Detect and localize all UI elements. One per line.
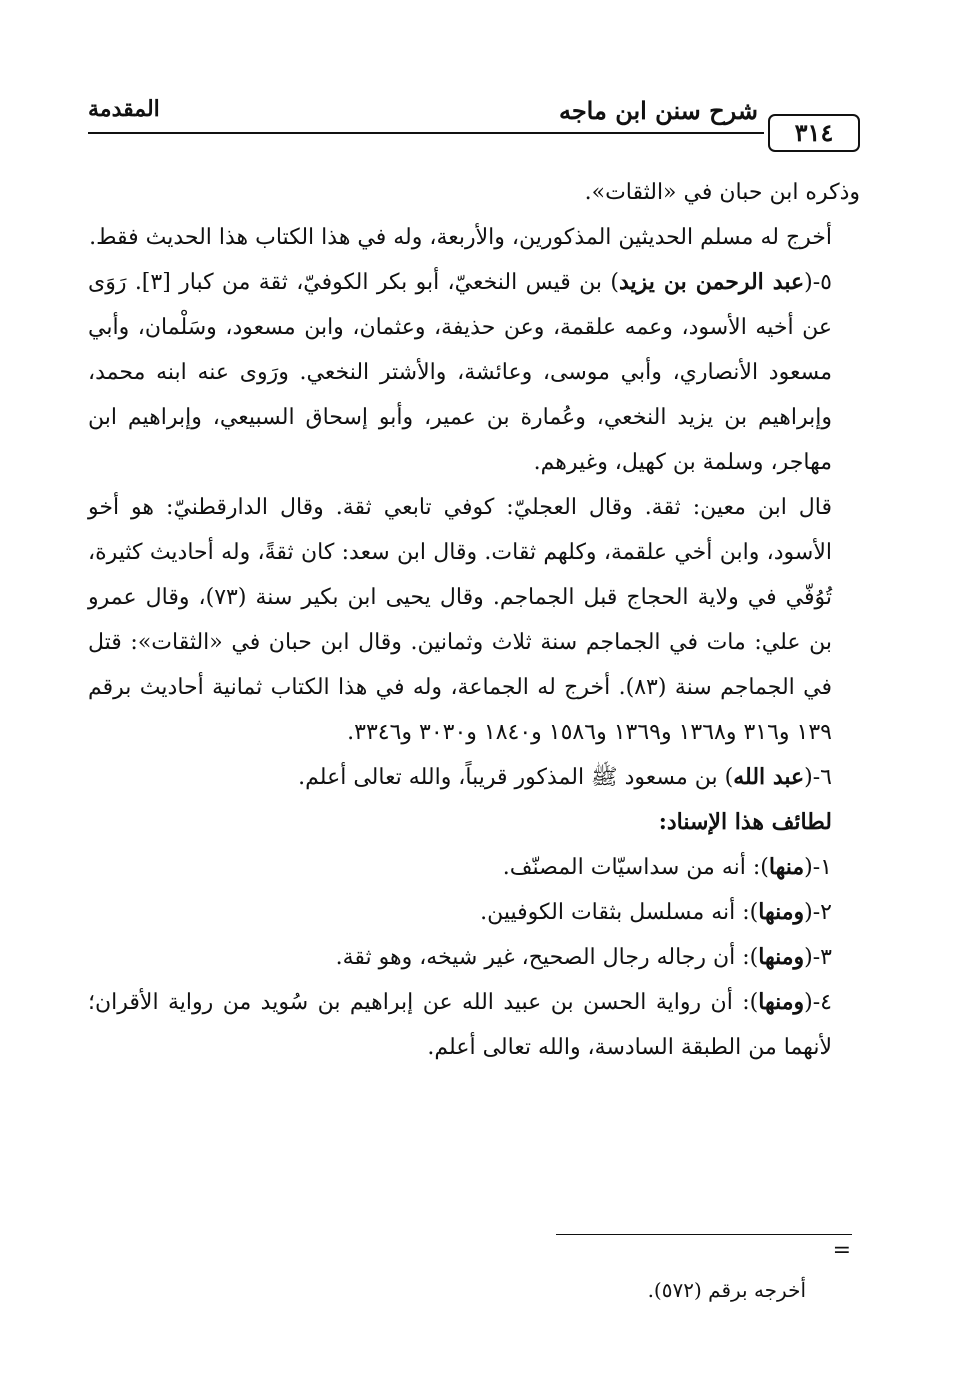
list-item-4-prefix: ٤-( <box>804 990 832 1015</box>
footnote-rule <box>556 1234 852 1235</box>
book-title: شرح سنن ابن ماجه <box>558 96 758 125</box>
paragraph-3 <box>88 260 860 485</box>
list-item-1 <box>88 845 860 890</box>
body-text <box>88 170 860 1070</box>
list-item-4-text: ): أن رواية الحسن بن عبيد الله عن إبراهيم بن سُويد من رواية الأقران؛ لأنهما من الطبقة السادسة، والله تعالى أعلم. <box>88 990 832 1060</box>
list-item-2-keyword: ومنها <box>758 899 805 925</box>
paragraph-3-prefix: ٥-( <box>804 270 832 295</box>
section-title: المقدمة <box>88 96 160 122</box>
paragraph-1: وذكره ابن حبان في «الثقات». <box>584 180 860 205</box>
list-item-1-keyword: منها <box>768 854 805 880</box>
page-number: ٣١٤ <box>768 114 860 152</box>
list-item-3 <box>88 935 860 980</box>
list-item-2 <box>88 890 860 935</box>
list-item-2-text: ): أنه مسلسل بثقات الكوفيين. <box>480 900 759 925</box>
list-item-2-prefix: ٢-( <box>804 900 832 925</box>
header-rule <box>88 132 764 134</box>
paragraph-5-text: ) بن مسعود ﷺ المذكور قريباً، والله تعالى أعلم. <box>298 765 734 790</box>
page-header <box>88 92 860 150</box>
narrator-name-2: عبد الله <box>733 764 805 790</box>
narrator-name: عبد الرحمن بن يزيد <box>618 269 805 295</box>
footnote: أخرجه برقم (٥٧٢). <box>647 1278 806 1302</box>
paragraph-4: قال ابن معين: ثقة. وقال العجليّ: كوفي تابعي ثقة. وقال الدارقطنيّ: هو أخو الأسود، وابن أخي علقمة، وكلهم ثقات. وقال ابن سعد: كان ثقةً، وله أحاديث كثيرة، تُوُفّي في ولاية الحجاج قبل الجماجم. وقال يحيى ابن بكير سنة (٧٣)، وقال عمرو بن علي: مات في الجماجم سنة ثلاث وثمانين. وقال ابن حبان في «الثقات»: قتل في الجماجم سنة (٨٣). أخرج له الجماعة، وله في هذا الكتاب ثمانية أحاديث برقم ١٣٩ و٣١٦ و١٣٦٨ و١٣٦٩ و١٥٨٦ و١٨٤٠ و٣٠٣٠ و٣٣٤٦. <box>88 495 832 745</box>
list-item-3-text: ): أن رجاله رجال الصحيح، غير شيخه، وهو ثقة. <box>335 945 759 970</box>
footnote-continuation-mark: = <box>832 1238 851 1263</box>
list-item-1-prefix: ١-( <box>804 855 832 880</box>
list-item-3-keyword: ومنها <box>758 944 805 970</box>
list-item-4-keyword: ومنها <box>758 989 805 1015</box>
paragraph-2: أخرج له مسلم الحديثين المذكورين، والأربعة، وله في هذا الكتاب هذا الحديث فقط. <box>89 225 832 250</box>
list-item-1-text: ): أنه من سداسيّات المصنّف. <box>502 855 769 880</box>
subheading: لطائف هذا الإسناد: <box>658 809 832 835</box>
paragraph-5 <box>88 755 860 800</box>
paragraph-3-text: ) بن قيس النخعيّ، أبو بكر الكوفيّ، ثقة من كبار [٣]. رَوَى عن أخيه الأسود، وعمه علقمة، وعن حذيفة، وعثمان، وابن مسعود، وسَلْمان، وأبي مسعود الأنصاري، وأبي موسى، وعائشة، والأشتر النخعي. ورَوى عنه ابنه محمد، وإبراهيم بن يزيد النخعي، وعُمارة بن عمير، وأبو إسحاق السبيعي، وإبراهيم ابن مهاجر، وسلمة بن كهيل، وغيرهم. <box>88 270 832 475</box>
list-item-4 <box>88 980 860 1070</box>
list-item-3-prefix: ٣-( <box>804 945 832 970</box>
paragraph-5-prefix: ٦-( <box>804 765 832 790</box>
